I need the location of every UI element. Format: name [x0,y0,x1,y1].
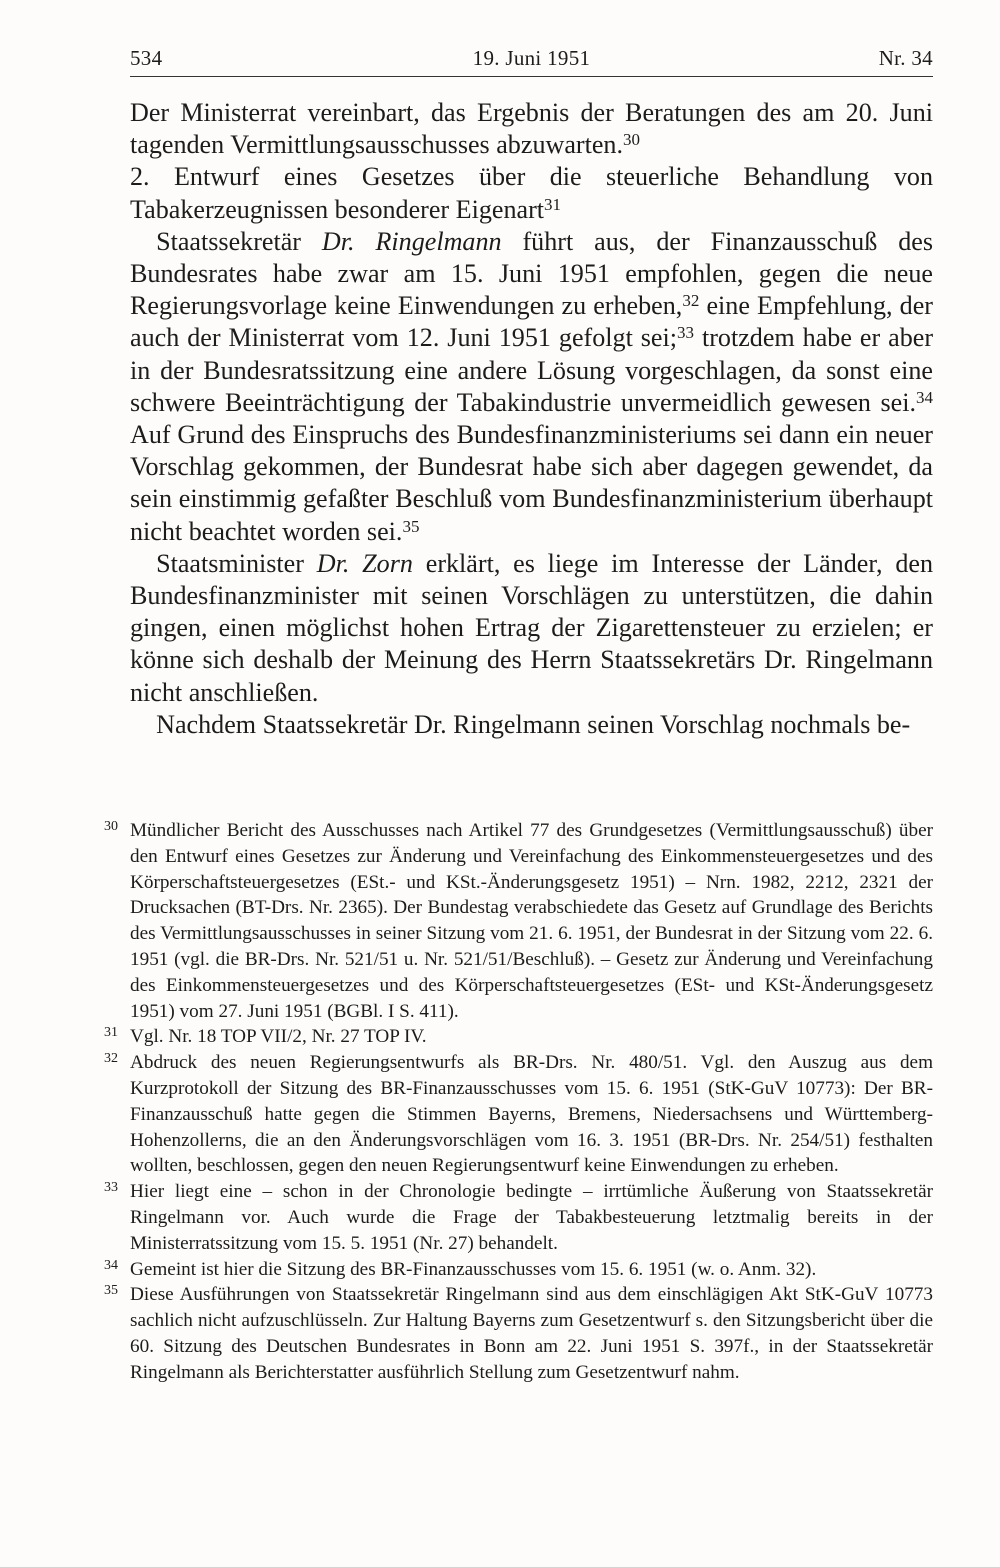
footnote-text: Hier liegt eine – schon in der Chronologie bedingte – irrtümliche Äußerung von Staatssekretär Ringelmann vor. Auch wurde die Frage der Tabakbesteuerung letztmalig bereits in der Ministerratssitzung vom 15. 5. 1951 (Nr. 27) behandelt. [130,1181,933,1254]
page-number: 534 [130,46,163,70]
header-date: 19. Juni 1951 [472,46,591,70]
footnote-number: 32 [104,1051,118,1067]
footnote-text: Gemeint ist hier die Sitzung des BR-Finanzausschusses vom 15. 6. 1951 (w. o. Anm. 32). [130,1258,817,1280]
footnote-ref-30[interactable]: 30 [623,130,641,150]
speaker-name-zorn: Dr. Zorn [316,548,413,578]
running-header [130,36,933,76]
paragraph-zorn: Staatsminister Dr. Zorn erklärt, es liege im Interesse der Länder, den Bundesfinanzminister mit seinen Vorschlägen zu unterstützen, die dahin gingen, einen möglichst hohen Ertrag der Zigarettensteuer zu erzielen; er könne sich deshalb der Meinung des Herrn Staatssekretärs Dr. Ringelmann nicht anschließen. [130,548,933,707]
footnote-34 [104,1257,933,1283]
footnote-number: 34 [104,1257,118,1273]
paragraph-continuation: Nachdem Staatssekretär Dr. Ringelmann seinen Vorschlag nochmals be- [156,709,911,739]
footnote-ref-32[interactable]: 32 [682,291,700,311]
footnotes-section [104,818,933,1386]
footnote-text: Abdruck des neuen Regierungsentwurfs als BR-Drs. Nr. 480/51. Vgl. den Auszug aus dem Kurzprotokoll der Sitzung des BR-Finanzausschusses vom 15. 6. 1951 (StK-GuV 10773): Der BR-Finanzausschuß hatte gegen die Stimmen Bayerns, Bremens, Niedersachsens und Württemberg-Hohenzollerns, die an den Änderungsvorschlägen vom 16. 3. 1951 (BR-Drs. Nr. 254/51) festhalten wollten, beschlossen, gegen den neuen Regierungsentwurf keine Einwendungen zu erheben. [130,1052,933,1177]
footnote-ref-31[interactable]: 31 [544,194,562,214]
agenda-item-2: 2. Entwurf eines Gesetzes über die steuerliche Behandlung von Tabakerzeugnissen besonderer Eigenart$^{31}$ [130,162,933,224]
footnote-text: Vgl. Nr. 18 TOP VII/2, Nr. 27 TOP IV. [130,1026,427,1048]
footnote-number: 31 [104,1025,118,1041]
speaker-name-ringelmann: Dr. Ringelmann [321,226,502,256]
paragraph-ringelmann: Staatssekretär Dr. Ringelmann führt aus, der Finanzausschuß des Bundesrates habe zwar am 15. Juni 1951 empfohlen, gegen die neue Regierungsvorlage keine Einwendungen zu erheben,$^{32}$ eine Empfehlung, der auch der Ministerrat vom 12. Juni 1951 gefolgt sei;$^{33}$ trotzdem habe er aber in der Bundesratssitzung eine andere Lösung vorgeschlagen, da sonst eine schwere Beeinträchtigung der Tabakindustrie unvermeidlich gewesen sei.$^{34}$ Auf Grund des Einspruchs des Bundesfinanzministeriums sei dann ein neuer Vorschlag gekommen, der Bundesrat habe sich aber dagegen gewendet, da sein einstimmig gefaßter Beschluß vom Bundesfinanzministerium überhaupt nicht beachtet worden sei.$^{35}$ [130,226,934,546]
footnote-ref-34[interactable]: 34 [916,387,933,407]
paragraph-ministerrat: Der Ministerrat vereinbart, das Ergebnis der Beratungen des am 20. Juni tagenden Vermittlungsausschusses abzuwarten.$^{30}$ [130,98,933,160]
footnote-text: Diese Ausführungen von Staatssekretär Ringelmann sind aus dem einschlägigen Akt StK-GuV 10773 sachlich nicht aufzuschlüsseln. Zur Haltung Bayerns zum Gesetzentwurf s. den Sitzungsbericht über die 60. Sitzung des Deutschen Bundesrates in Bonn am 22. Juni 1951 S. 397f., in der Staatssekretär Ringelmann als Berichterstatter ausführlich Stellung zum Gesetzentwurf nahm. [130,1284,933,1383]
footnote-35 [104,1282,933,1385]
footnote-31 [104,1024,933,1050]
footnote-ref-33[interactable]: 33 [677,323,695,343]
footnote-number: 30 [104,819,118,834]
footnote-number: 33 [104,1180,118,1196]
footnote-32 [104,1050,933,1179]
footnote-number: 35 [104,1283,118,1299]
header-issue-number: Nr. 34 [878,46,933,70]
footnote-text: Mündlicher Bericht des Ausschusses nach Artikel 77 des Grundgesetzes (Vermittlungsausschuß) über den Entwurf eines Gesetzes zur Änderung und Vereinfachung des Einkommensteuergesetzes und des Körperschaftsteuergesetzes (ESt.- und KSt.-Änderungsgesetz 1951) – Nrn. 1982, 2212, 2321 der Drucksachen (BT-Drs. Nr. 2365). Der Bundestag verabschiedete das Gesetz auf Grundlage des Berichts des Vermittlungsausschusses in seiner Sitzung vom 21. 6. 1951, der Bundesrat in der Sitzung vom 22. 6. 1951 (vgl. die BR-Drs. Nr. 521/51 u. Nr. 521/51/Beschluß). – Gesetz zur Änderung und Vereinfachung des Einkommensteuergesetzes und des Körperschaftsteuergesetzes (ESt- und KSt-Änderungsgesetz 1951) vom 27. Juni 1951 (BGBl. I S. 411). [130,820,933,1022]
header-rule [130,76,933,77]
footnote-33 [104,1179,933,1256]
footnote-30 [104,818,933,1024]
main-text [130,97,933,741]
footnote-ref-35[interactable]: 35 [402,516,420,536]
